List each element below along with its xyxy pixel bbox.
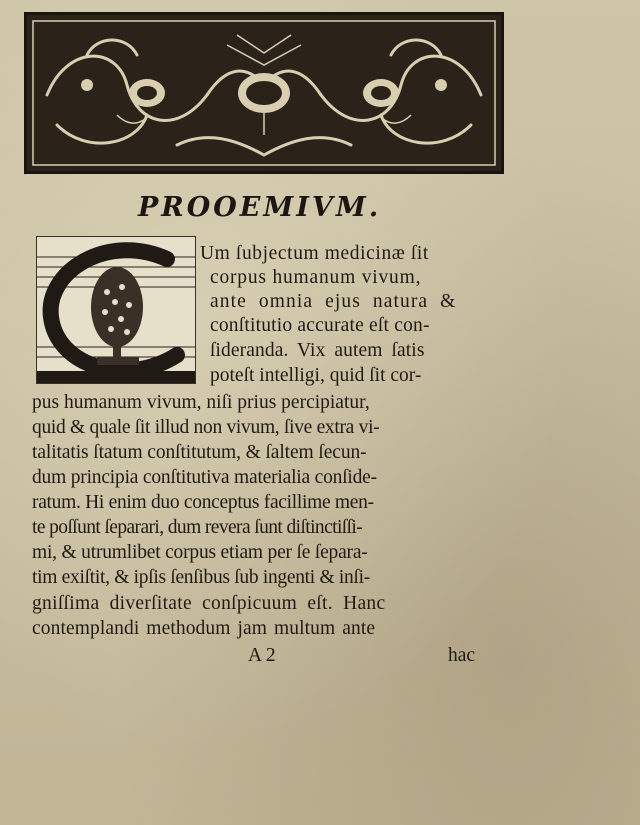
text-line: conſtitutio accurate eſt con- <box>210 315 430 336</box>
text-line: talitatis ſtatum conſtitutum, & ſaltem ſecun- <box>32 442 367 463</box>
text-line: contemplandi methodum jam multum ante <box>32 618 376 639</box>
text-line: gniſſima diverſitate conſpicuum eſt. Hanc <box>32 593 386 614</box>
signature-mark: A 2 <box>248 645 276 666</box>
catchword: hac <box>448 645 476 666</box>
text-line: ratum. Hi enim duo conceptus facillime men- <box>32 492 374 513</box>
text-line: ſideranda. Vix autem ſatis <box>210 340 425 361</box>
text-line: tim exiſtit, & ipſis ſenſibus ſub ingenti & inſi- <box>32 567 370 588</box>
text-line: ante omnia ejus natura & <box>210 291 457 312</box>
text-line: poteſt intelligi, quid ſit cor- <box>210 365 422 386</box>
text-line: quid & quale ſit illud non vivum, ſive extra vi- <box>32 417 380 438</box>
text-line: corpus humanum vivum, <box>210 267 422 288</box>
text-line: pus humanum vivum, niſi prius percipiatur, <box>32 392 370 413</box>
page-heading: PROOEMIVM. <box>138 192 382 223</box>
text-line: mi, & utrumlibet corpus etiam per ſe ſepara- <box>32 542 368 563</box>
text-line: Um ſubjectum medicinæ ſit <box>200 243 429 264</box>
text-line: dum principia conſtitutiva materialia conſide- <box>32 467 377 488</box>
text-line: te poſſunt ſeparari, dum revera ſunt diſtinctiſſi- <box>32 517 363 538</box>
